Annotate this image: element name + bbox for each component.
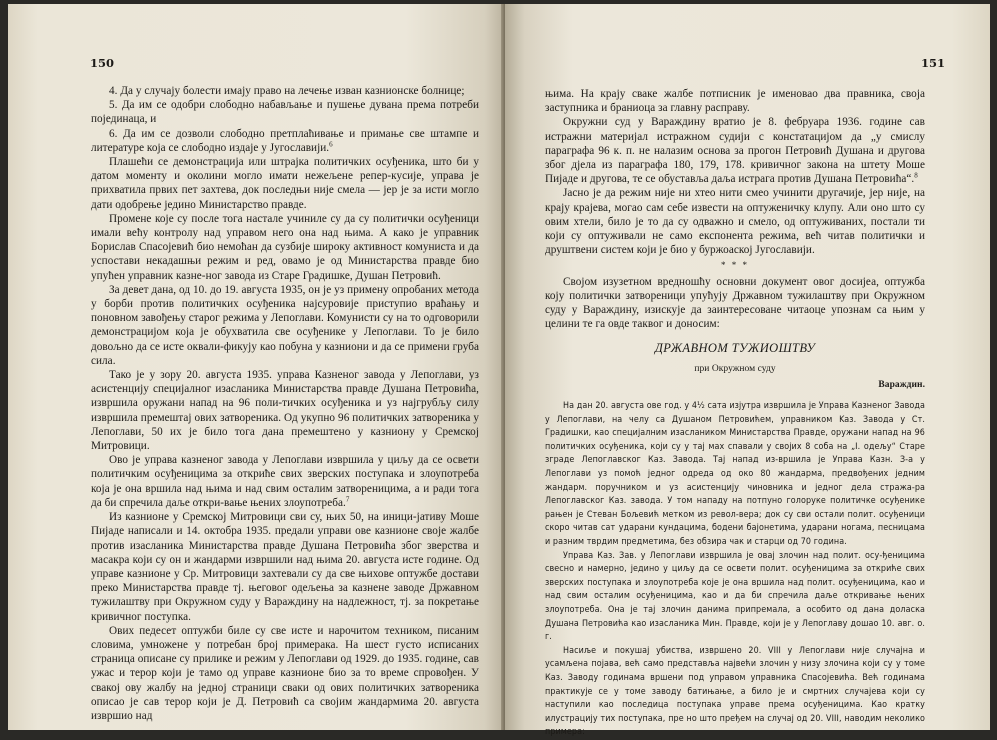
paragraph: Својом изузетном вредношћу основни документ овог досијеа, оптужба коју политички затвореници упућују Државном тужилаштву при Окружном суду у Вараждину, изискује да заинтересоване читаоце упознам са њим у целини те га овде таквог и доносим:	[545, 275, 925, 331]
page-number: 151	[921, 56, 946, 70]
paragraph: Јасно је да режим није ни хтео нити смео учинити другачије, јер није, на крају крајева, могао сам себе извести на оптуженичку клупу. Али оно што су овим хтели, било је то да су одважно и смело, од оптуживаних, постали ти који су оптуживали не само експонента режима, већ читав политички и друштвени систем који је био у буржоаској Југославији.	[545, 187, 925, 257]
left-page	[8, 4, 505, 730]
paragraph: њима. На крају сваке жалбе потписник је именовао два правника, своја заступника и браниоца за главну расправу.	[545, 88, 925, 115]
document-paragraph: Управа Каз. Зав. у Лепоглави извршила је овај злочин над полит. осу-ђеницима свесно и намерно, једино у циљу да се освети полит. осуђеницима за откриће свих зверских поступака и злоупотреба које је она вршила над полит. осуђеницима, као и над свим осталим осуђеницима, као и да би спречила даље откривање њених злоупотреба. Она је тај злочин данима припремала, а особито од дана доласка Душана Петровића као изасланика Мин. Правде, који је у Лепоглаву дошао 10. авг. о. г.	[545, 550, 925, 643]
paragraph: 4. Да у случају болести имају право на лечење изван казнионске болнице;	[109, 85, 465, 97]
right-text-column	[545, 87, 925, 740]
paragraph	[545, 115, 925, 186]
paragraph-text: Ово је управа казненог завода у Лепоглави извршила у циљу да се освети политичким осуђеницима за откриће свих зверских поступака и злоупотреба која је она вршила над њима и над свим осталим затвореницима, а и ради тога да би спречила даље откри-вање њених злоупотреба.	[91, 454, 479, 509]
document-paragraph: Насиље и покушај убиства, извршено 20. VIII у Лепоглави није случајна и усамљена појава, већ само представља највећи злочин у низу злочина који су у томе Каз. Заводу годинама вршени под управом управника Спасојевића. Већ годинама практикује се у томе заводу батињање, а било је и смртних случајева који су наступили као последица поступака управе према осуђеницима. Као кратку илустрацију тих поступака, пре но што пређем на случај од 20. VIII, наводим неколико примера:	[545, 645, 925, 738]
paragraph-text: Окружни суд у Вараждину вратио је 8. фебруара 1936. године сав истражни материјал истражном судији с констатацијом да „у смислу параграфа 96 к. п. не налазим основа за прогон Петровић Душана и другова због дјела из параграфа 180, 179, 178. кривичног закона на штету Моше Пијаде и другова, те се обуставља даља истрага против Душана Петровића“.	[545, 116, 925, 186]
paragraph-text: 6. Да им се дозволи слободно претплаћивање и примање све штампе и литературе која се слободно издаје у Југославији.	[91, 127, 479, 154]
book-spread	[8, 4, 990, 738]
footnote-marker: 8	[914, 171, 918, 180]
paragraph: Тако је у зору 20. августа 1935. управа Казненог завода у Лепоглави, уз асистенцију специјалног изасланика Министарства правде Душана Петровића, извршила оружани напад на 96 поли-тичких осуђеника и уз најгрубљу силу извршила премештај ових затвореника. Од укупно 96 политичких затвореника у Лепоглави, 50 их је било тога дана премештено у казниону у Сремској Митровици.	[91, 369, 479, 453]
left-text-column	[91, 84, 479, 723]
paragraph: Из казнионе у Сремској Митровици сви су, њих 50, на иници-јативу Моше Пијаде написали и 14. октобра 1935. предали управи ове казнионе своје жалбе против изасланика Министарства правде Душана Петровића због зверства и масакра који су он и жандарми извршили над њима 20. августа исте године. Од управе казнионе у Ср. Митровици захтевали су да све њихове оптужбе достави преко Министарства правде тј. његовог одељења за казнене заводе Државном тужилаштву при Окружном суду у Вараждину на надлежност, тј. за покретање кривичног поступка.	[91, 511, 479, 623]
paragraph: 5. Да им се одобри слободно набављање и пушење дувана према потреби појединаца, и	[91, 99, 479, 126]
paragraph: Плашећи се демонстрација или штрајка политичких осуђеника, што би у датом моменту и околини могло имати нежељене репер-кусије, управа је прихватила првих пет захтева, док последњи није смела — јер је за исти могло дати одобрење једино Министарство правде.	[91, 156, 479, 211]
document-place: Вараждин.	[878, 379, 925, 390]
right-page	[505, 4, 990, 738]
document-subtitle: при Окружном суду	[694, 363, 776, 374]
document-title: ДРЖАВНОМ ТУЖИОШТВУ	[654, 341, 816, 356]
document-paragraph: На дан 20. августа ове год. у 4½ сата изјутра извршила је Управа Казненог Завода у Лепоглави, на челу са Душаном Петровићем, управником Kaз. Завода у Ст. Градишки, као специјалним изаслаником Министарства Правде, оружани напад на 96 политичких осуђеника, који су у тај мах спавали у својих 8 соба на „I. одељу“ Старе зграде Лепоглавског Каз. Завода. Тај напад из-вршила је Управа Казн. З-а у Лепоглави уз помоћ једног одреда од око 80 жандарма, предвођених једним жандарм. поручником и уз асистенцију чиновника и једног дела стража-ра Лепоглавског Каз. завода. У том нападу на потпуно голоруке политичке осуђенике рањен је Стеван Бољевић метком из револ-вера; док су сви остали полит. осуђеници скоро читав сат ударани кундацима, бодени бајонетима, ударани ногама, песницама и разним тврдим предметима, без обзира чак и старци од 70 година.	[545, 401, 925, 547]
footnote-marker: 7	[345, 495, 350, 504]
paragraph: За девет дана, од 10. до 19. августа 1935, он је уз примену опробаних метода у борби против политичких осуђеника најсуровије приступио враћању и поновном завођењу старог режима у Лепоглави. Комунисти су на то одговорили демонстрацијом која је обухватила све осуђенике у Лепоглави. То је било довољно да се исте оквали-фикују као побуна у казниони и да се примени груба сила.	[91, 283, 479, 367]
paragraph: Ових педесет оптужби биле су све исте и нарочитом техником, писаним словима, умножене у потребан број примерака. На шест густо исписаних страница описане су прилике и режим у Лепоглави од 1929. до 1935. године, сав ужас и терор који је тамо од управе казнионе био за то време спровођен. У свакој ову жалбу на једној страници сваки од ових политичких затвореника описао је сав терор који је Д. Петровић са својим жандармима 20. августа извршио над	[91, 624, 479, 722]
section-separator: * * *	[721, 260, 749, 271]
page-number: 150	[90, 56, 115, 70]
paragraph	[91, 453, 479, 510]
paragraph: Промене које су после тога настале учиниле су да су политички осуђеници имали већу контролу над управом него она над њима. А како је управник Борислав Спасојевић био немоћан да сузбије широку активност комуниста и да успостави некадашњи режим и ред, овамо је од Министарства правде био упућен управник казне-ног завода из Старе Градишке, Душан Петровић.	[91, 212, 479, 282]
footnote-marker: 6	[329, 140, 333, 149]
paragraph	[91, 127, 479, 155]
